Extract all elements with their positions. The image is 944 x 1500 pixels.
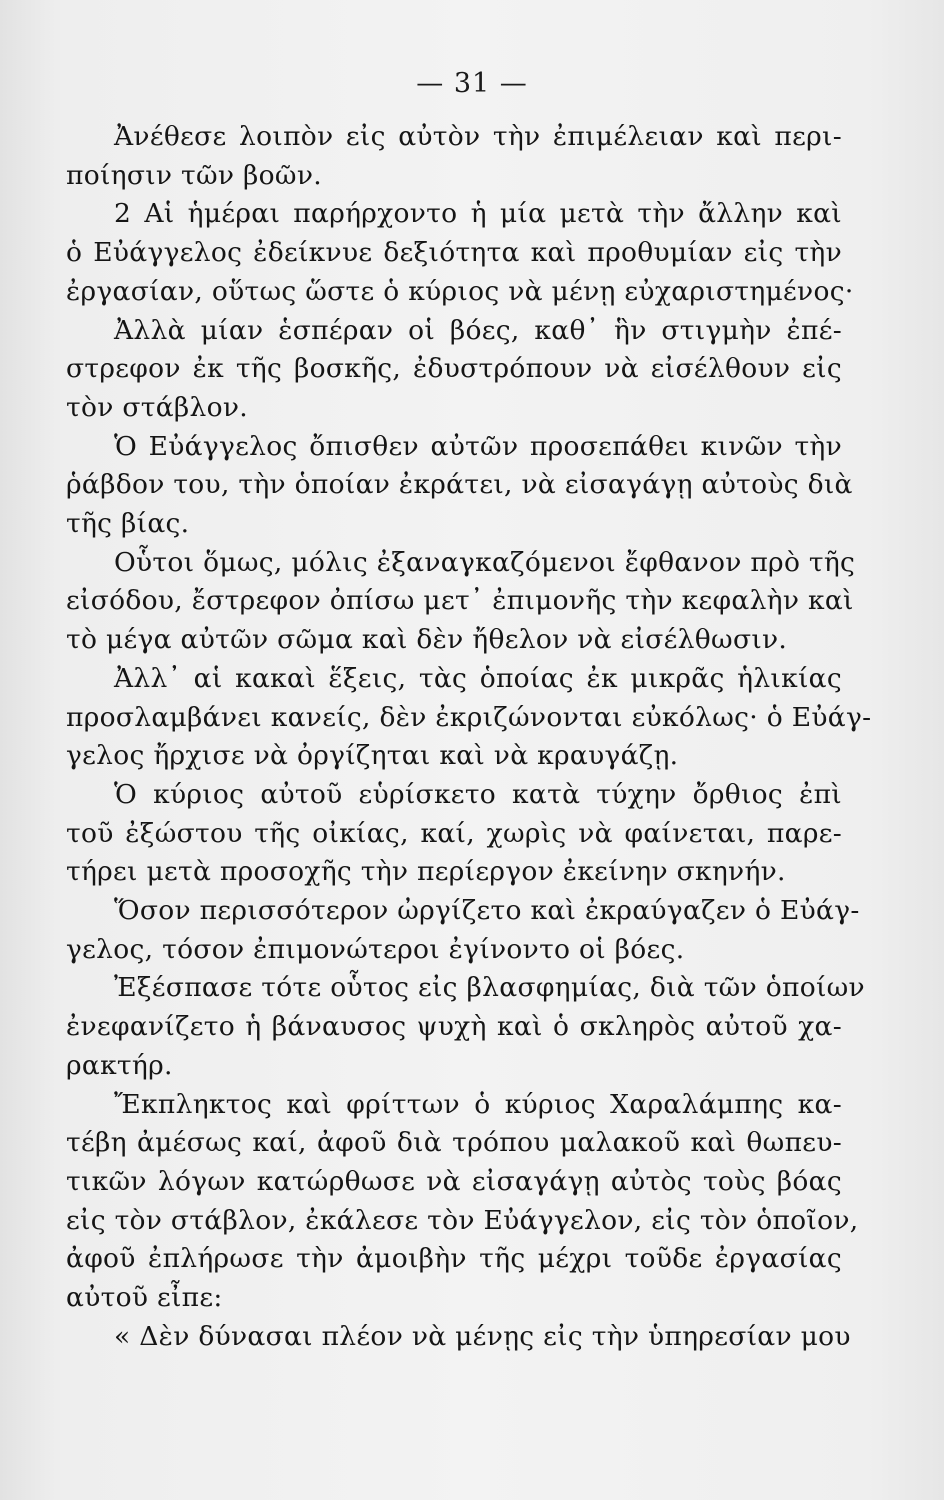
paragraph [66,544,856,660]
text-line: τήρει μετὰ προσοχῆς τὴν περίεργον ἐκείνην σκηνήν. [66,856,786,888]
text-line: τὸν στάβλον. [66,391,248,423]
text-line: Ὁ Εὐάγγελος ὄπισθεν αὐτῶν προσεπάθει κινῶν τὴν [114,430,842,462]
paragraph [66,195,854,311]
text-line: Ἔκπληκτος καὶ φρίττων ὁ κύριος Χαραλάμπης κα- [114,1088,842,1120]
text-line: Ἐξέσπασε τότε οὗτος εἰς βλασφημίας, διὰ τῶν ὁποίων [114,972,865,1004]
paragraph [66,776,842,892]
text-line: γελος ἤρχισε νὰ ὀργίζηται καὶ νὰ κραυγάζῃ. [66,740,679,772]
text-line: τικῶν λόγων κατώρθωσε νὰ εἰσαγάγῃ αὐτὸς τοὺς βόας [66,1165,842,1197]
text-line: ρακτήρ. [66,1049,173,1081]
paragraph [66,1318,851,1357]
text-line: εἰς τὸν στάβλον, ἐκάλεσε τὸν Εὐάγγελον, εἰς τὸν ὁποῖον, [66,1204,859,1236]
paragraph [66,1086,859,1318]
text-line: Ὅσον περισσότερον ὠργίζετο καὶ ἐκραύγαζεν ὁ Εὐάγ- [114,895,860,927]
text-line: γελος, τόσον ἐπιμονώτεροι ἐγίνοντο οἱ βόες. [66,933,685,965]
text-line: ὁ Εὐάγγελος ἐδείκνυε δεξιότητα καὶ προθυμίαν εἰς τὴν [66,237,842,269]
text-line: Ἀλλὰ μίαν ἑσπέραν οἱ βόες, καθ᾽ ἣν στιγμὴν ἐπέ- [114,314,842,346]
text-line: ἀφοῦ ἐπλήρωσε τὴν ἀμοιβὴν τῆς μέχρι τοῦδε ἐργασίας [66,1243,842,1275]
body-text [66,118,872,1357]
paragraph [66,892,860,969]
text-line: ῥάβδον του, τὴν ὁποίαν ἐκράτει, νὰ εἰσαγάγῃ αὐτοὺς διὰ [66,469,853,501]
paragraph [66,118,842,195]
text-line: ἐνεφανίζετο ἡ βάναυσος ψυχὴ καὶ ὁ σκληρὸς αὐτοῦ χα- [66,1011,842,1043]
text-line: αὐτοῦ εἶπε: [66,1282,223,1314]
text-line: ποίησιν τῶν βοῶν. [66,159,322,191]
text-line: τοῦ ἐξώστου τῆς οἰκίας, καί, χωρὶς νὰ φαίνεται, παρε- [66,817,842,849]
text-line: 2 Αἱ ἡμέραι παρήρχοντο ἡ μία μετὰ τὴν ἄλλην καὶ [114,198,842,230]
text-line: τῆς βίας. [66,508,190,540]
text-line: τέβη ἀμέσως καί, ἀφοῦ διὰ τρόπου μαλακοῦ καὶ θωπευ- [66,1127,842,1159]
text-line: Ἀλλ᾽ αἱ κακαὶ ἕξεις, τὰς ὁποίας ἐκ μικρᾶς ἡλικίας [114,662,842,694]
text-line: Οὗτοι ὅμως, μόλις ἐξαναγκαζόμενοι ἔφθανον πρὸ τῆς [114,546,856,578]
paragraph [66,312,842,428]
page-number: — 31 — [416,68,528,99]
paragraph [66,428,853,544]
text-line: « Δὲν δύνασαι πλέον νὰ μένῃς εἰς τὴν ὑπηρεσίαν μου [114,1320,851,1352]
text-line: Ὁ κύριος αὐτοῦ εὑρίσκετο κατὰ τύχην ὄρθιος ἐπὶ [114,778,842,810]
text-line: Ἀνέθεσε λοιπὸν εἰς αὐτὸν τὴν ἐπιμέλειαν καὶ περι- [114,121,842,152]
text-line: στρεφον ἐκ τῆς βοσκῆς, ἐδυστρόπουν νὰ εἰσέλθουν εἰς [66,353,842,385]
text-line: εἰσόδου, ἔστρεφον ὀπίσω μετ᾽ ἐπιμονῆς τὴν κεφαλὴν καὶ [66,585,854,617]
text-line: τὸ μέγα αὐτῶν σῶμα καὶ δὲν ἤθελον νὰ εἰσέλθωσιν. [66,624,788,656]
paragraph [66,969,865,1085]
text-line: ἐργασίαν, οὕτως ὥστε ὁ κύριος νὰ μένῃ εὐχαριστημένος· [66,275,854,307]
text-line: προσλαμβάνει κανείς, δὲν ἐκριζώνονται εὐκόλως· ὁ Εὐάγ- [66,701,872,733]
paragraph [66,660,872,776]
